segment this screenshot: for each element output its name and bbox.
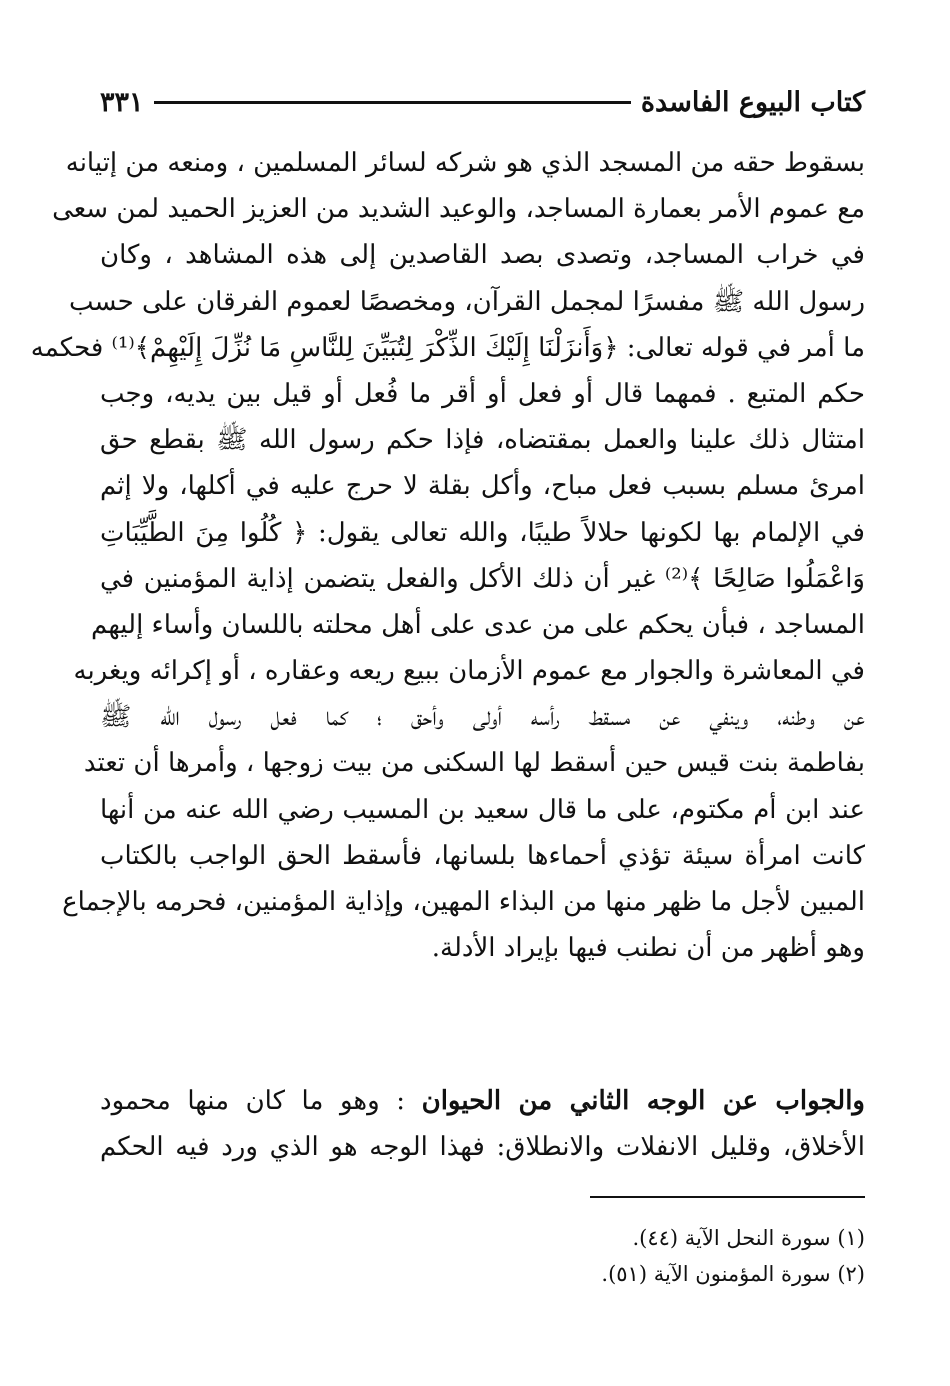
text-line: بفاطمة بنت قيس حين أسقط لها السكنى من بيت زوجها ، وأمرها أن تعتد	[83, 748, 865, 779]
text-line: وَاعْمَلُوا صَالِحًا ﴾⁽²⁾ غير أن ذلك الأكل والفعل يتضمن إذاية المؤمنين في	[100, 563, 865, 594]
text-line: في خراب المساجد، وتصدى بصد القاصدين إلى هذه المشاهد ، وكان	[100, 240, 865, 271]
footnote: (١) سورة النحل الآية (٤٤).	[632, 1226, 865, 1250]
text-line: في المعاشرة والجوار مع عموم الأزمان ببيع ريعه وعقاره ، أو إكرائه ويغربه	[73, 656, 865, 687]
main-paragraph	[30, 140, 865, 971]
text-line: الأخلاق، وقليل الانفلات والانطلاق: فهذا الوجه هو الذي ورد فيه الحكم	[100, 1132, 865, 1163]
page-number: ٣٣١	[100, 86, 144, 118]
text-line: مع عموم الأمر بعمارة المساجد، والوعيد الشديد من العزيز الحميد لمن سعى	[52, 194, 865, 225]
text-line: عن وطنه، وينفي عن مسقط رأسه أولى وأحق ؛ كما فعل رسول الله ﷺ	[100, 702, 865, 733]
section-heading: والجواب عن الوجه الثاني من الحيوان	[421, 1086, 865, 1116]
text-line: حكم المتبع . فمهما قال أو فعل أو أقر ما فُعل أو قيل بين يديه، وجب	[100, 378, 865, 409]
header-rule	[154, 101, 631, 104]
text-line: امرئ مسلم بسبب فعل مباح، وأكل بقلة لا حرج عليه في أكلها، ولا إثم	[100, 471, 865, 502]
running-header	[100, 82, 865, 122]
book-title: كتاب البيوع الفاسدة	[640, 86, 865, 118]
footnote: (٢) سورة المؤمنون الآية (٥١).	[601, 1262, 865, 1286]
text-line	[100, 1078, 865, 1124]
text-line: ما أمر في قوله تعالى: ﴿وَأَنزَلْنَا إِلَيْكَ الذِّكْرَ لِتُبَيِّنَ لِلنَّاسِ مَا نُزِّلَ إِلَيْهِمْ﴾⁽¹⁾ فحكمه	[30, 332, 865, 363]
text-line: كانت امرأة سيئة تؤذي أحماءها بلسانها، فأسقط الحق الواجب بالكتاب	[100, 840, 865, 871]
text-line: في الإلمام بها لكونها حلالاً طيبًا، والله تعالى يقول: ﴿ كُلُوا مِنَ الطَّيِّبَاتِ	[100, 517, 865, 548]
text-line: بسقوط حقه من المسجد الذي هو شركه لسائر المسلمين ، ومنعه من إتيانه	[65, 148, 865, 178]
text-line: رسول الله ﷺ مفسرًا لمجمل القرآن، ومخصصًا لعموم الفرقان على حسب	[68, 286, 865, 317]
text-line: امتثال ذلك علينا والعمل بمقتضاه، فإذا حكم رسول الله ﷺ بقطع حق	[100, 425, 865, 456]
footnotes	[480, 1220, 865, 1292]
text-line: عند ابن أم مكتوم، على ما قال سعيد بن المسيب رضي الله عنه من أنها	[100, 794, 865, 825]
text-line: المبين لأجل ما ظهر منها من البذاء المهين، وإذاية المؤمنين، فحرمه بالإجماع	[62, 887, 865, 917]
text-line: وهو أظهر من أن نطنب فيها بإيراد الأدلة.	[431, 933, 865, 964]
heading-continuation: : وهو ما كان منها محمود	[100, 1086, 406, 1116]
second-paragraph	[100, 1078, 865, 1170]
footnote-separator	[590, 1196, 865, 1198]
text-line: المساجد ، فبأن يحكم على من عدى على أهل محلته باللسان وأساء إليهم	[91, 609, 865, 640]
